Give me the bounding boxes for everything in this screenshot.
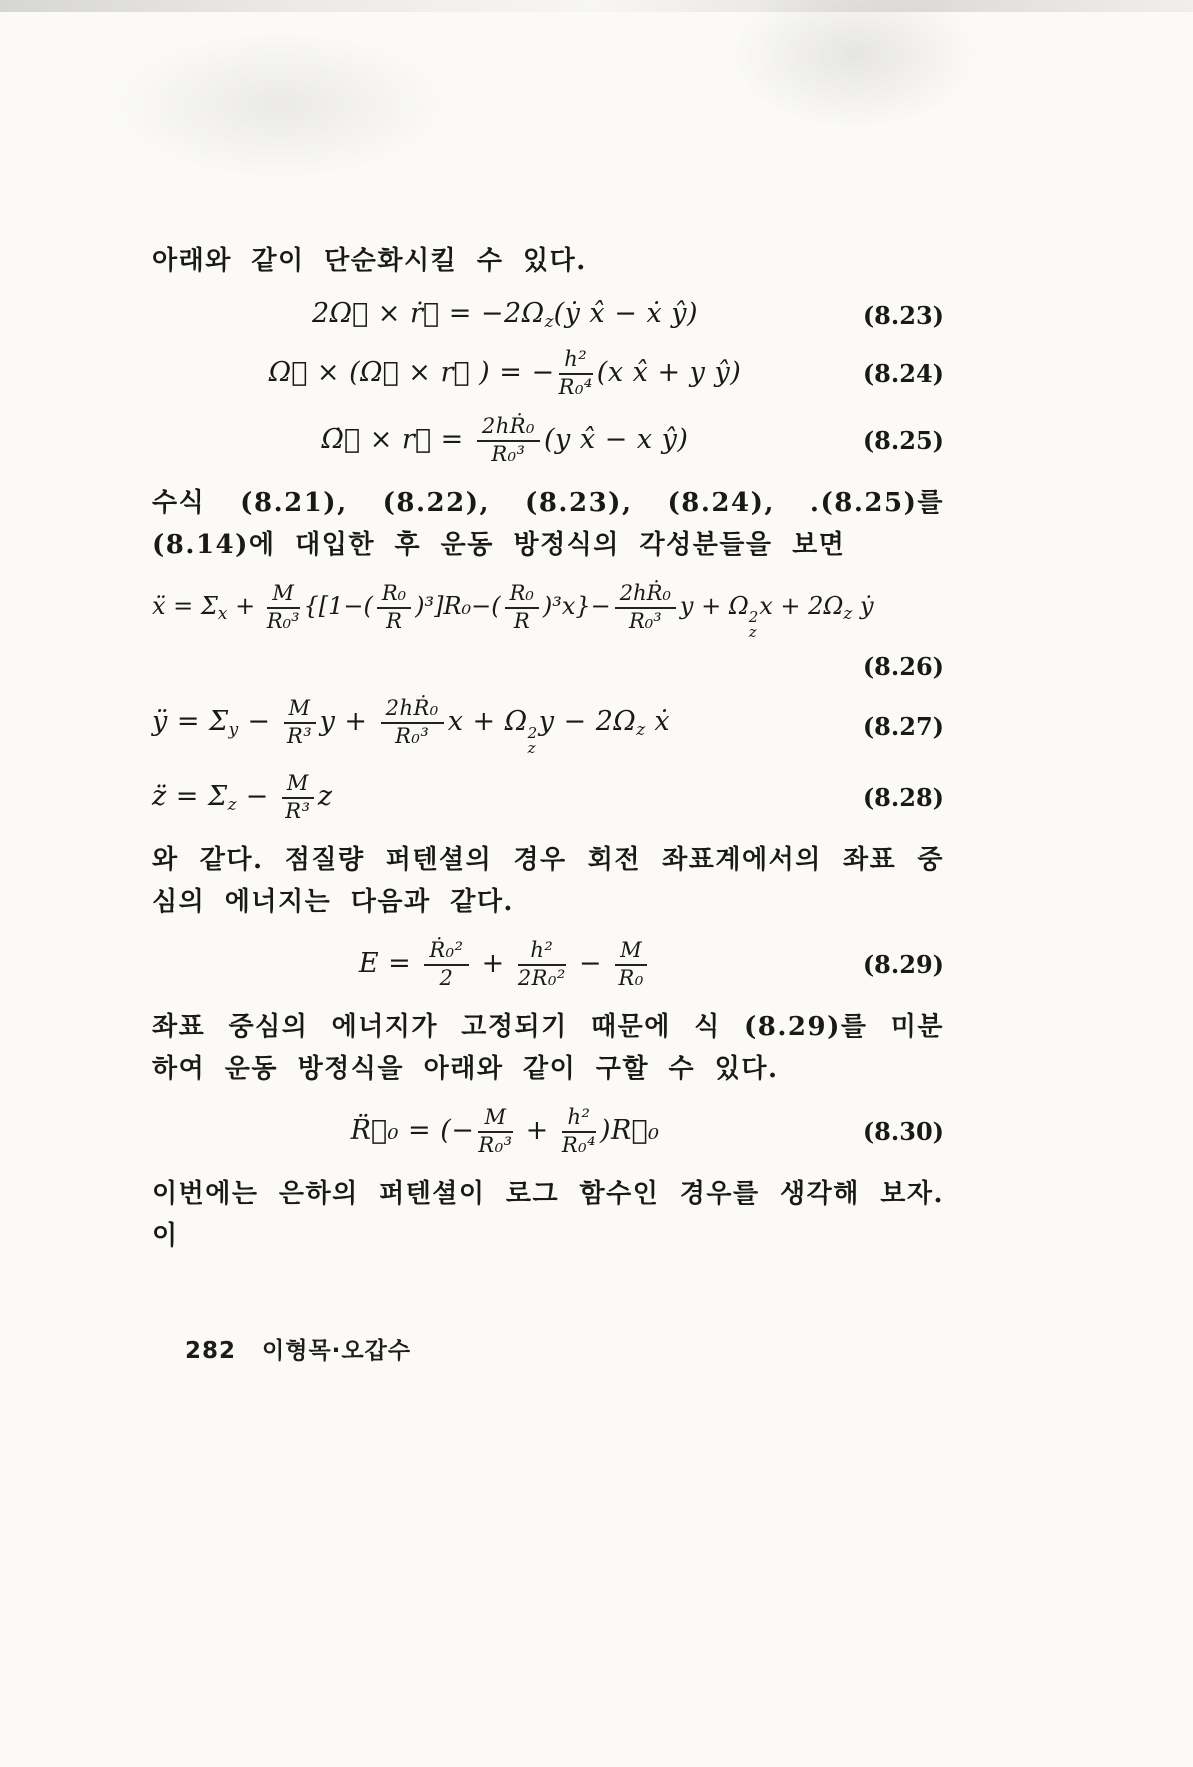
fraction [282, 772, 314, 823]
fraction-numerator: R₀ [505, 582, 539, 609]
math-term: R̈⃗₀ = (− [350, 1115, 475, 1147]
math-sup-sub [749, 610, 759, 640]
page-number: 282 [185, 1338, 237, 1364]
fraction-denominator: R₀³ [629, 608, 662, 633]
math-term: (ẏ x̂ − ẋ ŷ) [553, 298, 699, 329]
page-footer [185, 1332, 411, 1365]
fraction [562, 1106, 596, 1157]
math-term: y − 2Ω [538, 706, 637, 738]
equation-8-29 [152, 939, 944, 990]
fraction [267, 582, 300, 633]
math-subscript: z [636, 720, 646, 741]
fraction-numerator: h² [562, 1106, 596, 1133]
fraction-numerator: R₀ [377, 582, 411, 609]
math-term: )R⃗₀ [600, 1115, 660, 1147]
fraction-numerator: Ṙ₀² [424, 939, 468, 966]
math-subscript: z [527, 739, 537, 758]
fraction-denominator: R [513, 608, 530, 633]
paragraph-substitute: 수식 (8.21), (8.22), (8.23), (8.24), .(8.25)를 (8.14)에 대입한 후 운동 방정식의 각성분들을 보면 [152, 488, 944, 561]
math-superscript: 2 [527, 724, 538, 743]
math-term: Ω⃗ × (Ω⃗ × r⃗ ) = − [268, 357, 555, 389]
equation-8-26 [152, 582, 944, 681]
fraction-numerator: M [284, 697, 316, 724]
math-term: − [238, 706, 280, 738]
fraction [424, 939, 468, 990]
math-term: ẏ [852, 592, 874, 621]
equation-8-25 [152, 415, 944, 466]
fraction [615, 582, 676, 633]
paragraph-intro: 아래와 같이 단순화시킬 수 있다. [152, 246, 587, 276]
fraction-numerator: 2hṘ₀ [381, 697, 444, 724]
math-term: z [317, 781, 333, 813]
math-superscript: 2 [748, 608, 759, 627]
math-term: {[1−( [303, 592, 373, 621]
fraction-denominator: R₀³ [478, 1132, 513, 1157]
fraction-denominator: R³ [286, 723, 313, 748]
equation-number: (8.29) [862, 950, 944, 980]
math-term: z̈ = Σ [152, 781, 228, 813]
math-term: )³]R₀−( [415, 592, 501, 621]
fraction-numerator: 2hṘ₀ [615, 582, 676, 609]
math-subscript: z [843, 604, 853, 625]
math-term: (y x̂ − x ŷ) [543, 424, 689, 456]
paragraph-closing: 이번에는 은하의 퍼텐셜이 로그 함수인 경우를 생각해 보자. 이 [152, 1179, 944, 1252]
math-term: x + 2Ω [759, 592, 844, 621]
equation-8-30 [152, 1106, 944, 1157]
math-subscript: y [228, 720, 239, 741]
fraction-denominator: R₀⁴ [558, 374, 593, 399]
math-term: + [227, 592, 263, 621]
equation-math [152, 1106, 858, 1157]
fraction-denominator: 2R₀² [517, 965, 566, 990]
equation-math [152, 697, 858, 756]
fraction [518, 939, 566, 990]
fraction [381, 697, 444, 748]
fraction-numerator: h² [518, 939, 566, 966]
math-term: x + Ω [447, 706, 528, 738]
equation-number: (8.30) [862, 1117, 944, 1147]
fraction-denominator: R₀³ [491, 441, 526, 466]
math-sup-sub [528, 726, 538, 756]
fraction-denominator: R³ [285, 798, 311, 823]
fraction-numerator: 2hṘ₀ [477, 415, 540, 442]
equation-number: (8.23) [862, 300, 944, 330]
equation-number: (8.26) [862, 652, 944, 682]
page-content [152, 228, 944, 1269]
math-term: + [472, 948, 514, 980]
fraction-denominator: R [386, 608, 402, 633]
equation-8-24 [152, 348, 944, 399]
math-term: ẋ [645, 706, 671, 738]
fraction [559, 348, 593, 399]
paragraph-derive: 좌표 중심의 에너지가 고정되기 때문에 식 (8.29)를 미분하여 운동 방정식을 아래와 같이 구할 수 있다. [152, 1012, 944, 1085]
math-term: 2Ω⃗ × ṙ⃗ = −2Ω [311, 298, 545, 329]
fraction-numerator: M [267, 582, 300, 609]
math-subscript: z [227, 795, 237, 816]
fraction [284, 697, 316, 748]
equation-math [152, 298, 858, 332]
fraction-numerator: M [615, 939, 647, 966]
equation-8-23 [152, 298, 944, 332]
fraction [377, 582, 411, 633]
math-term: − [569, 948, 612, 980]
math-subscript: z [748, 623, 757, 642]
equation-math [152, 348, 858, 399]
scan-shade-right [730, 0, 980, 130]
equation-number: (8.28) [862, 783, 944, 813]
fraction [505, 582, 539, 633]
equation-math [152, 939, 858, 990]
equation-number: (8.25) [862, 426, 944, 456]
fraction-denominator: R₀ [618, 965, 644, 990]
equation-8-27 [152, 697, 944, 756]
fraction [615, 939, 647, 990]
footer-authors: 이형목·오갑수 [262, 1338, 412, 1364]
fraction-numerator: h² [559, 348, 593, 375]
math-term: (x x̂ + y ŷ) [596, 357, 742, 389]
fraction [477, 415, 540, 466]
scan-edge-shade [0, 0, 1193, 12]
fraction-denominator: R₀³ [266, 608, 300, 633]
math-term: y + [319, 706, 377, 738]
equation-math [152, 415, 858, 466]
math-term: Ω̇⃗ × r⃗ = [321, 424, 473, 456]
scan-shade-left [110, 30, 450, 180]
equation-math [152, 772, 858, 823]
math-subscript: x [217, 604, 228, 625]
fraction [478, 1106, 512, 1157]
math-term: y + Ω [679, 592, 749, 621]
equation-math [152, 582, 944, 640]
equation-number: (8.27) [862, 712, 944, 742]
math-term: ẍ = Σ [152, 592, 218, 621]
math-term: )³x}− [542, 592, 611, 621]
equation-8-28 [152, 772, 944, 823]
paragraph-energy: 와 같다. 점질량 퍼텐셜의 경우 회전 좌표계에서의 좌표 중심의 에너지는 다음과 같다. [152, 845, 944, 918]
math-term: E = [358, 948, 421, 980]
fraction-denominator: R₀³ [395, 723, 430, 748]
math-term: + [516, 1115, 558, 1147]
fraction-numerator: M [478, 1106, 512, 1133]
math-term: − [236, 781, 278, 813]
fraction-denominator: 2 [439, 965, 454, 990]
equation-number: (8.24) [862, 359, 944, 389]
math-term: ÿ = Σ [152, 706, 229, 738]
math-subscript: z [544, 312, 554, 332]
fraction-numerator: M [282, 772, 314, 799]
fraction-denominator: R₀⁴ [561, 1132, 597, 1157]
